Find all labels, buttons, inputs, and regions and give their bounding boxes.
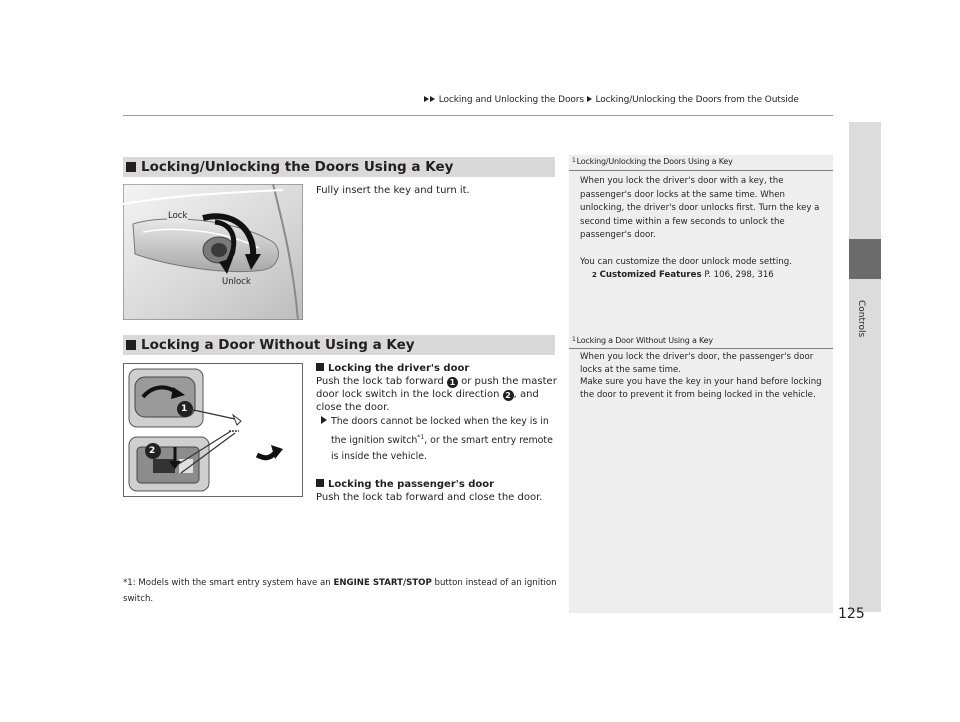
chapter-label: Controls <box>856 300 866 338</box>
subheading-passenger-door: Locking the passenger's door <box>316 478 561 491</box>
square-bullet-icon <box>316 363 324 371</box>
note2-body: When you lock the driver's door, the passenger's door locks at the same time. Make sure you have the key in your hand before locking the door to prevent it from being locked in the vehicle. <box>580 352 822 400</box>
breadcrumb-arrow-icon <box>424 96 429 102</box>
note-title-no-key: 1Locking a Door Without Using a Key <box>572 336 713 345</box>
customized-features-link[interactable]: Customized Features <box>599 270 702 280</box>
passenger-door-instructions: Push the lock tab forward and close the door. <box>316 492 543 504</box>
lock-tab-figure <box>123 363 303 497</box>
step-2-icon: 2 <box>503 390 514 401</box>
callout-1: 1 <box>181 404 188 414</box>
unlock-label: Unlock <box>222 277 251 287</box>
header-rule <box>123 115 833 116</box>
door-handle-key-figure <box>123 184 303 320</box>
lock-tab-illustration <box>123 363 303 497</box>
subheading-driver-door: Locking the driver's door <box>316 362 561 375</box>
chapter-tab-marker[interactable] <box>849 239 881 279</box>
square-bullet-icon <box>316 479 324 487</box>
section2-body <box>316 362 561 504</box>
door-handle-illustration <box>123 184 303 320</box>
note-ref-icon: 1 <box>572 336 576 343</box>
link-ref-icon: 2 <box>592 271 597 279</box>
breadcrumb-item-current: Locking/Unlocking the Doors from the Outside <box>595 95 799 105</box>
breadcrumb-arrow-icon <box>587 96 592 102</box>
note1-link-line[interactable] <box>580 269 825 283</box>
square-bullet-icon <box>126 340 136 350</box>
note-ref-icon: 1 <box>572 157 576 164</box>
driver-door-instructions: Push the lock tab forward 1 or push the master door lock switch in the lock direction 2 , and close the door. <box>316 376 557 413</box>
note1-body <box>580 175 825 283</box>
note-title-key: 1Locking/Unlocking the Doors Using a Key <box>572 157 733 166</box>
bullet-arrow-icon <box>321 416 327 424</box>
driver-door-caution: The doors cannot be locked when the key is in the ignition switch$^{*1}$, or the smart entry remote is inside the vehicle. <box>316 414 561 465</box>
note1-para1: When you lock the driver's door with a key, the passenger's door locks at the same time. When unlocking, the driver's door unlocks first. Turn the key a second time within a few seconds to unlock the passenger's door. <box>580 176 820 240</box>
chapter-side-tab <box>849 122 881 612</box>
step-1-icon: 1 <box>447 377 458 388</box>
note-rule <box>569 170 833 171</box>
footnote: *1: Models with the smart entry system have an ENGINE START/STOP button instead of an ignition switch. <box>123 578 557 604</box>
engine-start-stop-term: ENGINE START/STOP <box>333 578 432 588</box>
note-rule <box>569 348 833 349</box>
note1-para2: You can customize the door unlock mode setting. <box>580 256 792 267</box>
link-pages: P. 106, 298, 316 <box>701 270 774 280</box>
breadcrumb <box>424 95 799 105</box>
page-number: 125 <box>838 606 865 622</box>
breadcrumb-item[interactable]: Locking and Unlocking the Doors <box>438 95 584 105</box>
section-heading-key: Locking/Unlocking the Doors Using a Key <box>123 157 555 177</box>
square-bullet-icon <box>126 162 136 172</box>
section1-body: Fully insert the key and turn it. <box>316 185 470 196</box>
breadcrumb-arrow-icon <box>430 96 435 102</box>
lock-label: Lock <box>168 211 188 221</box>
callout-2: 2 <box>149 446 156 456</box>
section-heading-no-key: Locking a Door Without Using a Key <box>123 335 555 355</box>
